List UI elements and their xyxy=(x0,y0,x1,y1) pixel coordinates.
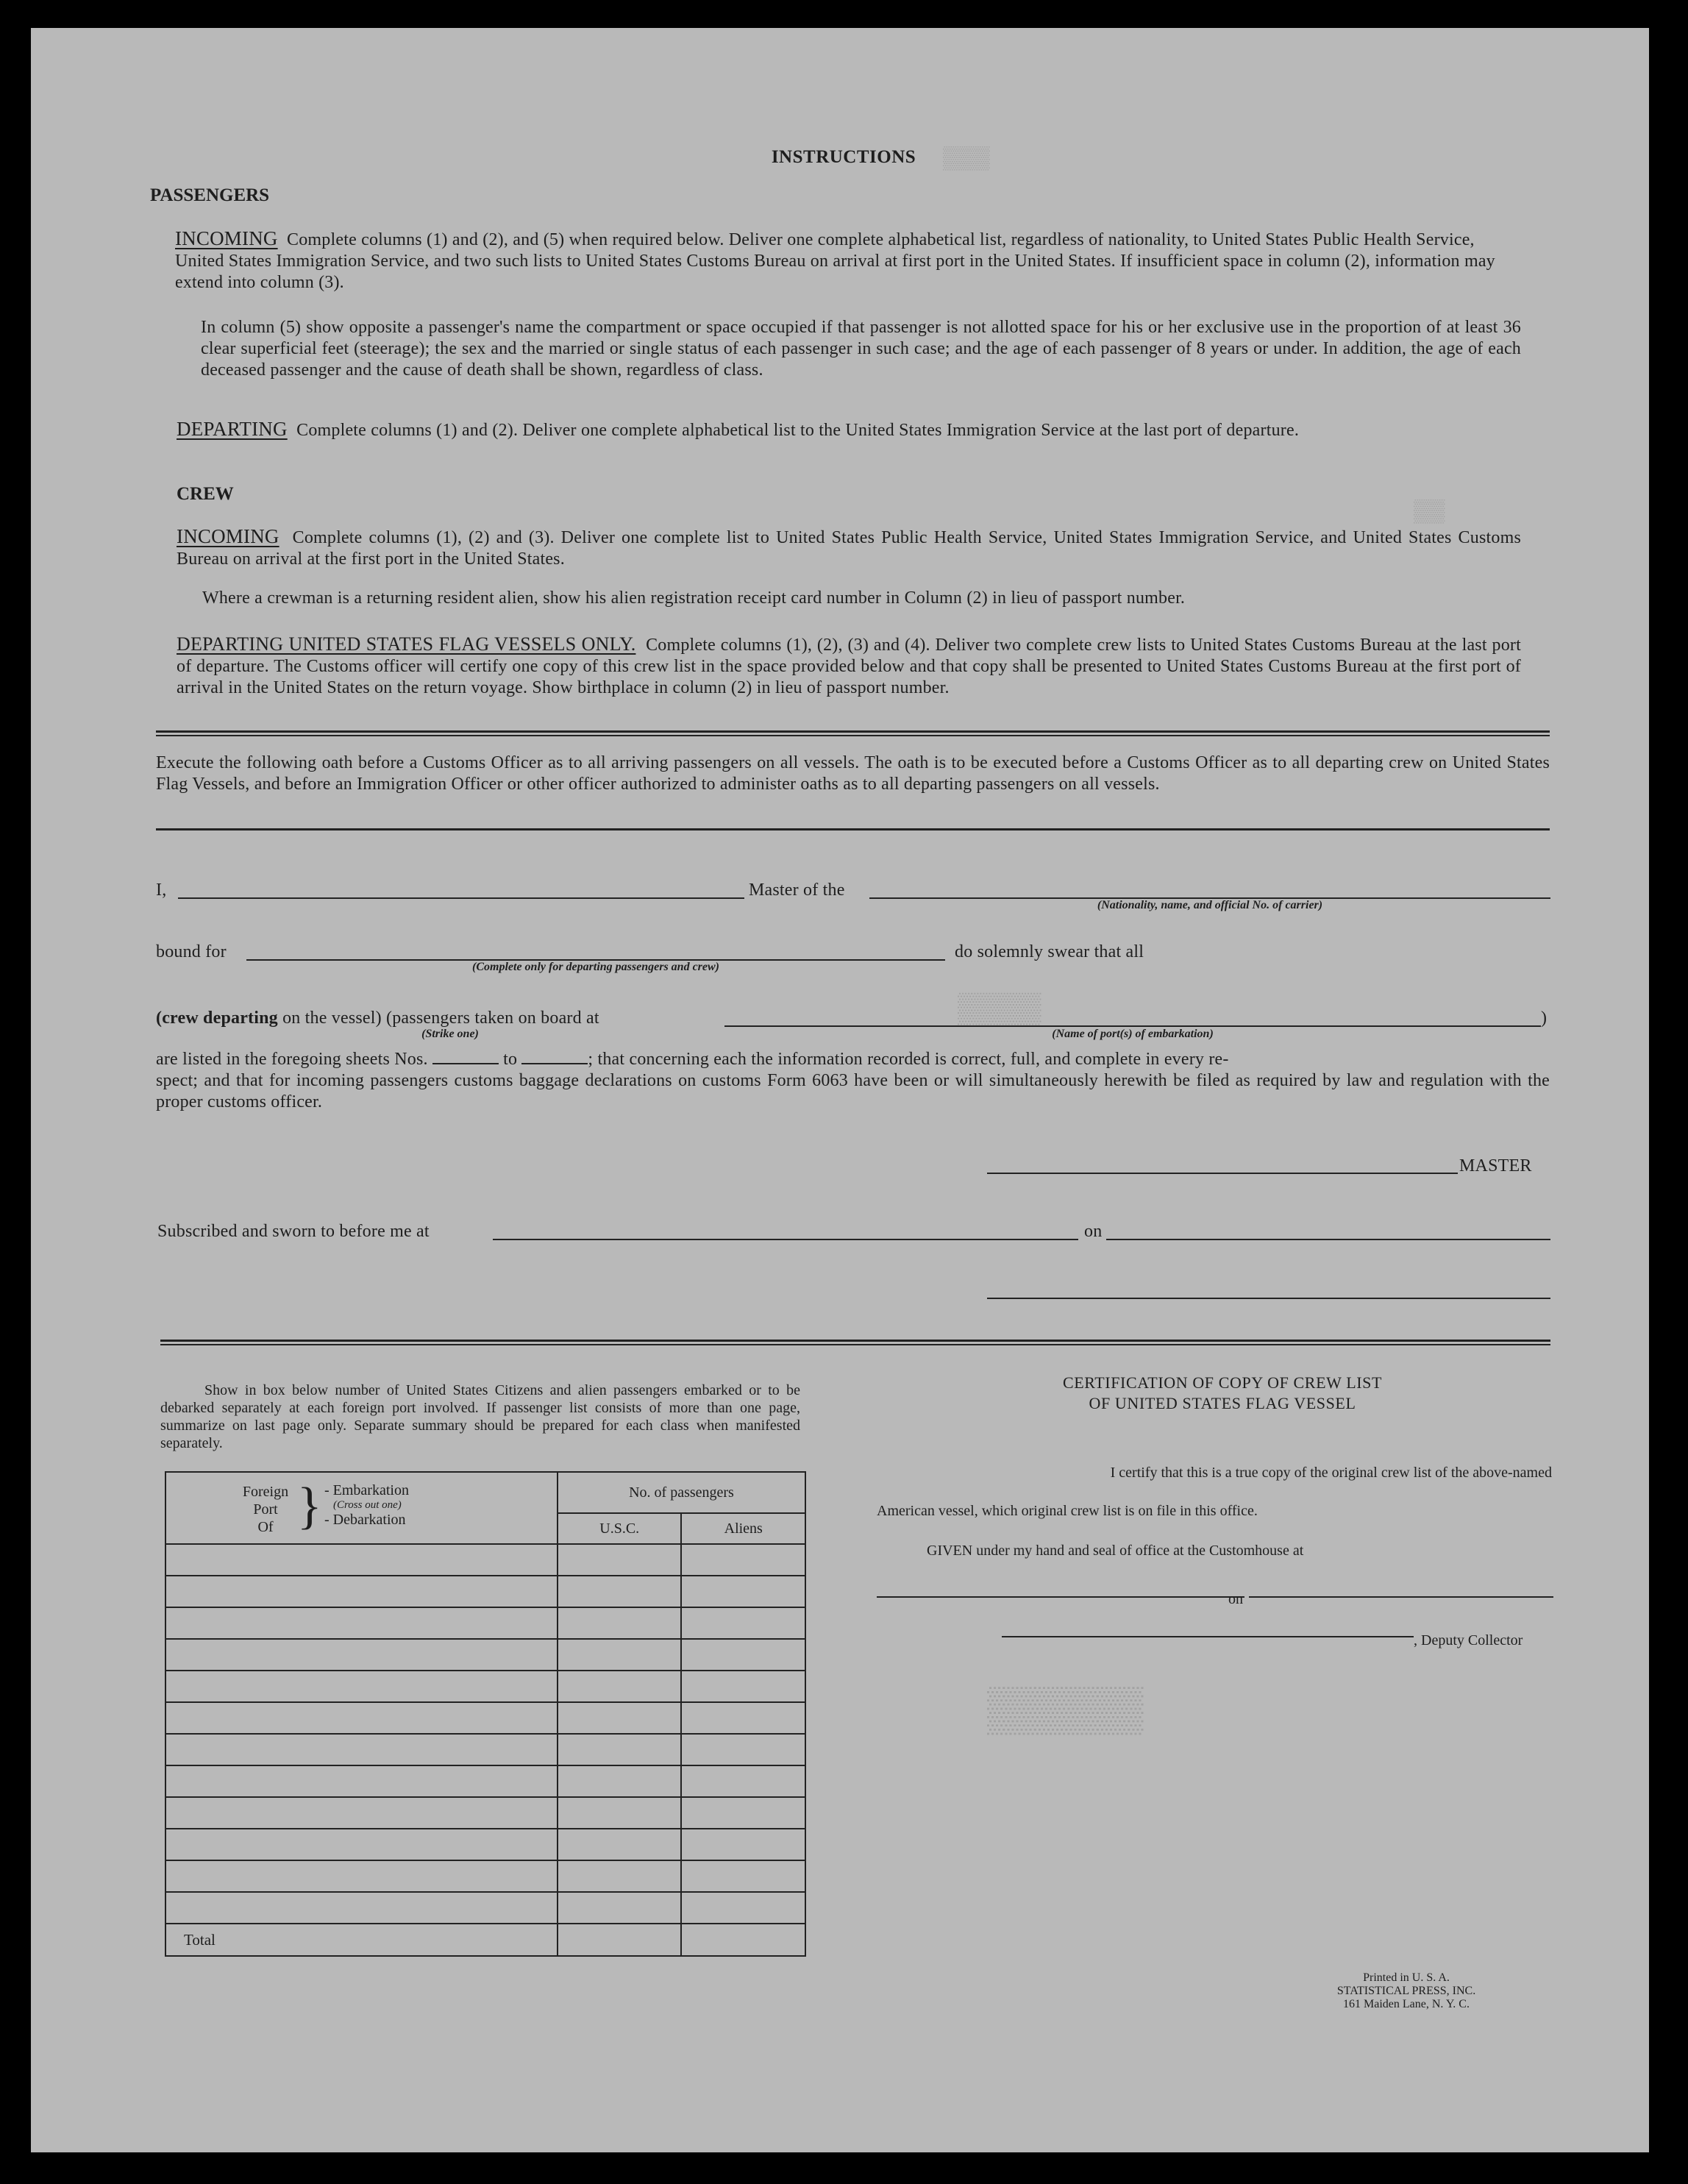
aliens-cell[interactable] xyxy=(681,1734,805,1765)
bleed-through-mark: ▒▒▒▒ xyxy=(958,992,1041,1024)
bleed-through-mark: ▒▒▒ xyxy=(943,146,990,170)
crew-incoming-text: Complete columns (1), (2) and (3). Deliver one complete list to United States Public Health Service, United States Immigration Service, and United States Customs Bureau on arrival at the first port in the United States. xyxy=(177,528,1521,569)
certification-date-field[interactable] xyxy=(1249,1596,1553,1598)
port-label: Port xyxy=(253,1501,278,1518)
usc-total-cell[interactable] xyxy=(558,1924,682,1956)
usc-cell[interactable] xyxy=(558,1892,682,1924)
bound-for-caption: (Complete only for departing passengers and crew) xyxy=(472,961,719,973)
crew-departing-label: DEPARTING UNITED STATES FLAG VESSELS ONLY. xyxy=(177,633,636,655)
port-cell[interactable] xyxy=(165,1797,558,1829)
crew-resident-paragraph: Where a crewman is a returning resident alien, show his alien registration receipt card number in Column (2) in lieu of passport number. xyxy=(202,588,1186,608)
usc-cell[interactable] xyxy=(558,1797,682,1829)
port-cell[interactable] xyxy=(165,1576,558,1607)
brace-icon: } xyxy=(297,1478,322,1534)
sworn-date-field[interactable] xyxy=(1106,1239,1550,1240)
sworn-place-field[interactable] xyxy=(493,1239,1078,1240)
certification-on-label: on xyxy=(1228,1591,1243,1607)
aliens-cell[interactable] xyxy=(681,1829,805,1860)
port-cell[interactable] xyxy=(165,1639,558,1671)
port-cell[interactable] xyxy=(165,1892,558,1924)
passengers-incoming-label: INCOMING xyxy=(175,227,278,249)
passengers-departing-label: DEPARTING xyxy=(177,418,288,440)
total-label: Total xyxy=(165,1924,558,1956)
crew-departing-paragraph xyxy=(177,633,1521,699)
given-text: GIVEN under my hand and seal of office at the Customhouse at xyxy=(927,1543,1304,1559)
ports-caption: (Name of port(s) of embarkation) xyxy=(1052,1028,1214,1040)
master-name-field[interactable] xyxy=(178,897,744,899)
master-of-label: Master of the xyxy=(749,881,845,900)
aliens-cell[interactable] xyxy=(681,1892,805,1924)
port-cell[interactable] xyxy=(165,1765,558,1797)
section-divider xyxy=(156,730,1550,733)
port-cell[interactable] xyxy=(165,1829,558,1860)
crew-incoming-label: INCOMING xyxy=(177,525,279,547)
aliens-cell[interactable] xyxy=(681,1765,805,1797)
sheets-suffix: ; that concerning each the information recorded is correct, full, and complete in every re- xyxy=(588,1050,1229,1069)
port-cell[interactable] xyxy=(165,1702,558,1734)
port-header-cell xyxy=(165,1472,558,1544)
port-cell[interactable] xyxy=(165,1544,558,1576)
summary-instructions: Show in box below number of United States Citizens and alien passengers embarked or to be debarked separately at each foreign port involved. If passenger list consists of more than one page, summarize on last page only. Separate summary should be prepared for each class when manifested separately. xyxy=(160,1382,800,1451)
bound-for-label: bound for xyxy=(156,942,227,961)
sheets-prefix: are listed in the foregoing sheets Nos. xyxy=(156,1050,428,1069)
strike-caption: (Strike one) xyxy=(421,1028,479,1040)
foreign-label: Foreign xyxy=(242,1484,289,1500)
passengers-option[interactable]: (passengers taken on board at xyxy=(386,1009,599,1028)
sheets-line xyxy=(156,1049,1550,1070)
sheets-to-label: to xyxy=(503,1050,518,1069)
on-vessel-text: on the vessel) xyxy=(282,1009,382,1028)
sworn-on-label: on xyxy=(1084,1222,1103,1241)
passengers-incoming-text: Complete columns (1) and (2), and (5) when required below. Deliver one complete alphabetical list, regardless of nationality, to United States Public Health Service, United States Immigration Service, and two such lists to United States Customs Bureau on arrival at first port in the United States. If insufficient space in column (2), information may extend into column (3). xyxy=(175,230,1495,292)
aliens-cell[interactable] xyxy=(681,1544,805,1576)
aliens-header: Aliens xyxy=(681,1513,805,1544)
of-label: Of xyxy=(257,1519,274,1535)
usc-cell[interactable] xyxy=(558,1607,682,1639)
printer-imprint xyxy=(1281,1971,1531,2011)
bleed-through-mark: ▒▒ xyxy=(1414,499,1445,523)
crew-incoming-paragraph xyxy=(177,526,1521,570)
crew-passengers-line xyxy=(156,1008,599,1029)
usc-cell[interactable] xyxy=(558,1576,682,1607)
aliens-cell[interactable] xyxy=(681,1671,805,1702)
crew-departing-option[interactable]: (crew departing xyxy=(156,1009,278,1028)
aliens-cell[interactable] xyxy=(681,1576,805,1607)
oath-body-rest: spect; and that for incoming passengers customs baggage declarations on customs Form 6063 have been or will simultaneously herewith be filed as required by law and regulation with the proper customs officer. xyxy=(156,1071,1550,1111)
swear-label: do solemnly swear that all xyxy=(955,942,1144,961)
no-passengers-header: No. of passengers xyxy=(558,1472,805,1513)
crew-departing-text: Complete columns (1), (2), (3) and (4). Deliver two complete crew lists to United States Customs Bureau at the last port of departure. The Customs officer will certify one copy of this crew list in the space provided below and that copy shall be presented to United States Customs Bureau at the first port of arrival in the United States on the return voyage. Show birthplace in column (2) in lieu of passport number. xyxy=(177,636,1521,697)
passengers-departing-text: Complete columns (1) and (2). Deliver one complete alphabetical list to the United States Immigration Service at the last port of departure. xyxy=(296,421,1300,440)
aliens-cell[interactable] xyxy=(681,1860,805,1892)
sheet-to-field[interactable] xyxy=(521,1063,588,1064)
certification-title xyxy=(899,1373,1546,1414)
carrier-caption: (Nationality, name, and official No. of carrier) xyxy=(1097,899,1323,911)
section-divider xyxy=(156,735,1550,736)
usc-cell[interactable] xyxy=(558,1734,682,1765)
usc-cell[interactable] xyxy=(558,1639,682,1671)
certify-text-2: American vessel, which original crew list is on file in this office. xyxy=(877,1503,1258,1519)
passengers-departing-paragraph xyxy=(177,419,1521,441)
printer-line1: Printed in U. S. A. xyxy=(1363,1971,1450,1984)
deputy-signature-field[interactable] xyxy=(1002,1636,1414,1637)
subscribed-label: Subscribed and sworn to before me at xyxy=(157,1222,430,1241)
customhouse-field[interactable] xyxy=(877,1596,1244,1598)
certification-title-line2: OF UNITED STATES FLAG VESSEL xyxy=(1089,1394,1356,1412)
printer-line3: 161 Maiden Lane, N. Y. C. xyxy=(1343,1998,1470,2010)
sheet-from-field[interactable] xyxy=(432,1063,499,1064)
passengers-heading: PASSENGERS xyxy=(150,185,270,205)
oath-intro: Execute the following oath before a Customs Officer as to all arriving passengers on all vessels. The oath is to be executed before a Customs Officer as to all departing crew on United States Flag Vessels, and before an Immigration Officer or other officer authorized to administer oaths as to all departing passengers on all vessels. xyxy=(156,753,1550,794)
aliens-total-cell[interactable] xyxy=(681,1924,805,1956)
deputy-collector-label: , Deputy Collector xyxy=(1414,1632,1523,1648)
usc-cell[interactable] xyxy=(558,1671,682,1702)
oath-divider xyxy=(156,828,1550,830)
printer-line2: STATISTICAL PRESS, INC. xyxy=(1336,1985,1476,1997)
usc-cell[interactable] xyxy=(558,1765,682,1797)
master-label: MASTER xyxy=(1459,1156,1532,1175)
aliens-cell[interactable] xyxy=(681,1702,805,1734)
aliens-cell[interactable] xyxy=(681,1639,805,1671)
usc-cell[interactable] xyxy=(558,1860,682,1892)
port-cell[interactable] xyxy=(165,1734,558,1765)
usc-header: U.S.C. xyxy=(558,1513,682,1544)
port-cell[interactable] xyxy=(165,1860,558,1892)
port-cell[interactable] xyxy=(165,1607,558,1639)
oath-i-label: I, xyxy=(156,881,167,900)
form-sheet xyxy=(31,28,1649,2152)
port-cell[interactable] xyxy=(165,1671,558,1702)
usc-cell[interactable] xyxy=(558,1544,682,1576)
certification-title-line1: CERTIFICATION OF COPY OF CREW LIST xyxy=(1062,1373,1383,1392)
crew-heading: CREW xyxy=(177,484,234,504)
passenger-summary-table xyxy=(165,1471,806,1957)
aliens-cell[interactable] xyxy=(681,1607,805,1639)
officer-signature-field[interactable] xyxy=(987,1298,1550,1299)
cross-out-caption: (Cross out one) xyxy=(333,1499,402,1511)
embarkation-option[interactable]: - Embarkation xyxy=(324,1482,409,1498)
bottom-divider xyxy=(160,1344,1550,1345)
usc-cell[interactable] xyxy=(558,1702,682,1734)
close-paren: ) xyxy=(1541,1009,1548,1028)
bottom-divider xyxy=(160,1340,1550,1342)
passengers-incoming-paragraph xyxy=(175,228,1521,294)
column5-paragraph: In column (5) show opposite a passenger's name the compartment or space occupied if that passenger is not allotted space for his or her exclusive use in the proportion of at least 36 clear superficial feet (steerage); the sex and the married or single status of each passenger in such case; and the age of each passenger of 8 years or under. In addition, the age of each deceased passenger and the cause of death shall be shown, regardless of class. xyxy=(201,318,1521,380)
bleed-through-mark: ▒▒▒▒▒ xyxy=(987,1684,1144,1733)
debarkation-option[interactable]: - Debarkation xyxy=(324,1512,406,1528)
embarkation-port-field[interactable] xyxy=(724,1025,1541,1027)
certify-text: I certify that this is a true copy of the original crew list of the above-named xyxy=(1110,1465,1552,1481)
page-title: INSTRUCTIONS xyxy=(771,147,916,167)
master-signature-field[interactable] xyxy=(987,1173,1458,1174)
usc-cell[interactable] xyxy=(558,1829,682,1860)
aliens-cell[interactable] xyxy=(681,1797,805,1829)
